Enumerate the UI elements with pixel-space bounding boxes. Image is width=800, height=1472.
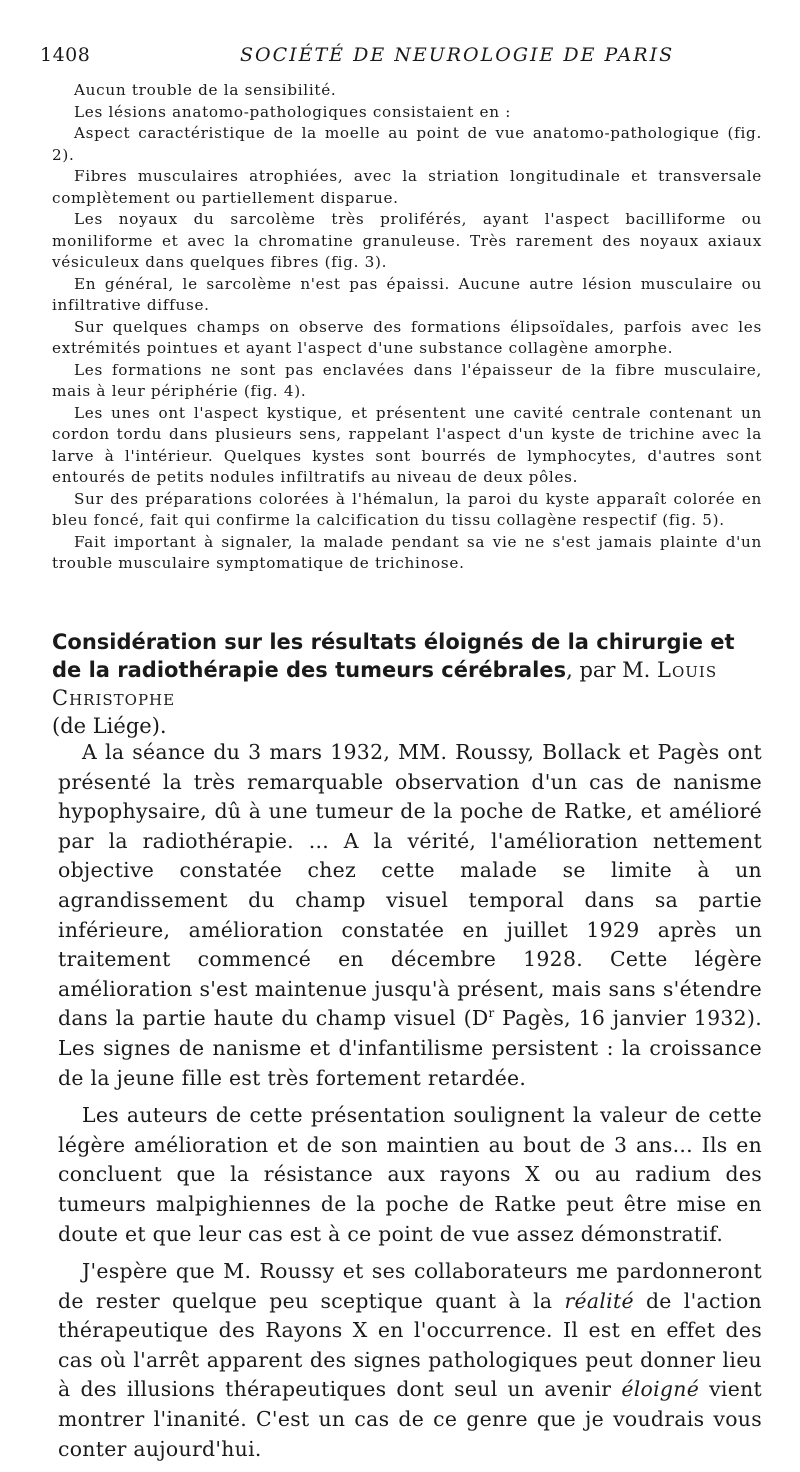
author-origin: (de Liége).	[52, 714, 167, 738]
paragraph: En général, le sarcolème n'est pas épaissi. Aucune autre lésion musculaire ou infiltrative diffuse.	[52, 274, 762, 314]
page-header	[40, 44, 760, 70]
article-title	[52, 628, 764, 740]
paragraph: Sur quelques champs on observe des formations élipsoïdales, parfois avec les extrémités pointues et ayant l'aspect d'une substance collagène amorphe.	[52, 317, 762, 357]
title-text: Considération sur les résultats éloignés de la chirurgie et de la radiothérapie des tumeurs cérébrales	[52, 630, 735, 682]
article-body	[58, 738, 762, 1472]
paragraph: Les auteurs de cette présentation soulignent la valeur de cette légère amélioration et de son maintien au bout de 3 ans... Ils en concluent que la résistance aux rayons X ou au radium des tumeurs malpighiennes de la poche de Ratke peut être mise en doute et que leur cas est à ce point de vue assez démonstratif.	[58, 1103, 762, 1246]
author-name: Louis Christophe	[52, 658, 718, 710]
running-title: SOCIÉTÉ DE NEUROLOGIE DE PARIS	[240, 44, 675, 66]
page-number: 1408	[40, 44, 91, 66]
paragraph: J'espère que M. Roussy et ses collaborateurs me pardonneront de rester quelque peu sceptique quant à la réalité de l'action thérapeutique des Rayons X en l'occurrence. Il est en effet des cas où l'arrêt apparent des signes pathologiques peut donner lieu à des illusions thérapeutiques dont seul un avenir éloigné vient montrer l'inanité. C'est un cas de ce genre que je voudrais vous conter aujourd'hui.	[58, 1259, 762, 1461]
case-report-text	[52, 80, 762, 575]
paragraph: Fibres musculaires atrophiées, avec la striation longitudinale et transversale complètement ou partiellement disparue.	[52, 167, 762, 207]
paragraph: Fait important à signaler, la malade pendant sa vie ne s'est jamais plainte d'un trouble musculaire symptomatique de trichinose.	[52, 532, 762, 572]
paragraph: Les formations ne sont pas enclavées dans l'épaisseur de la fibre musculaire, mais à leur périphérie (fig. 4).	[52, 360, 762, 400]
title-by: , par M.	[566, 658, 651, 682]
paragraph: Les unes ont l'aspect kystique, et présentent une cavité centrale contenant un cordon tordu dans plusieurs sens, rappelant l'aspect d'un kyste de trichine avec la larve à l'intérieur. Quelques kystes sont bourrés de lymphocytes, d'autres sont entourés de petits nodules infiltratifs au niveau de deux pôles.	[52, 403, 762, 486]
paragraph: Sur des préparations colorées à l'hémalun, la paroi du kyste apparaît colorée en bleu foncé, fait qui confirme la calcification du tissu collagène respectif (fig. 5).	[52, 489, 762, 529]
paragraph: A la séance du 3 mars 1932, MM. Roussy, Bollack et Pagès ont présenté la très remarquable observation d'un cas de nanisme hypophysaire, dû à une tumeur de la poche de Ratke, et amélioré par la radiothérapie. ... A la vérité, l'amélioration nettement objective constatée chez cette malade se limite à un agrandissement du champ visuel temporal dans sa partie inférieure, amélioration constatée en juillet 1929 après un traitement commencé en décembre 1928. Cette légère amélioration s'est maintenue jusqu'à présent, mais sans s'étendre dans la partie haute du champ visuel ($D^r$ Pagès, 16 janvier 1932). Les signes de nanisme et d'infantilisme persistent : la croissance de la jeune fille est très fortement retardée.	[58, 740, 762, 1090]
paragraph: Les lésions anatomo-pathologiques consistaient en :	[74, 102, 512, 121]
paragraph: Aspect caractéristique de la moelle au point de vue anatomo-pathologique (fig. 2).	[52, 124, 762, 164]
paragraph: Aucun trouble de la sensibilité.	[74, 81, 337, 99]
paragraph: Les noyaux du sarcolème très proliférés, ayant l'aspect bacilliforme ou moniliforme et avec la chromatine granuleuse. Très rarement des noyaux axiaux vésiculeux dans quelques fibres (fig. 3).	[52, 210, 762, 271]
